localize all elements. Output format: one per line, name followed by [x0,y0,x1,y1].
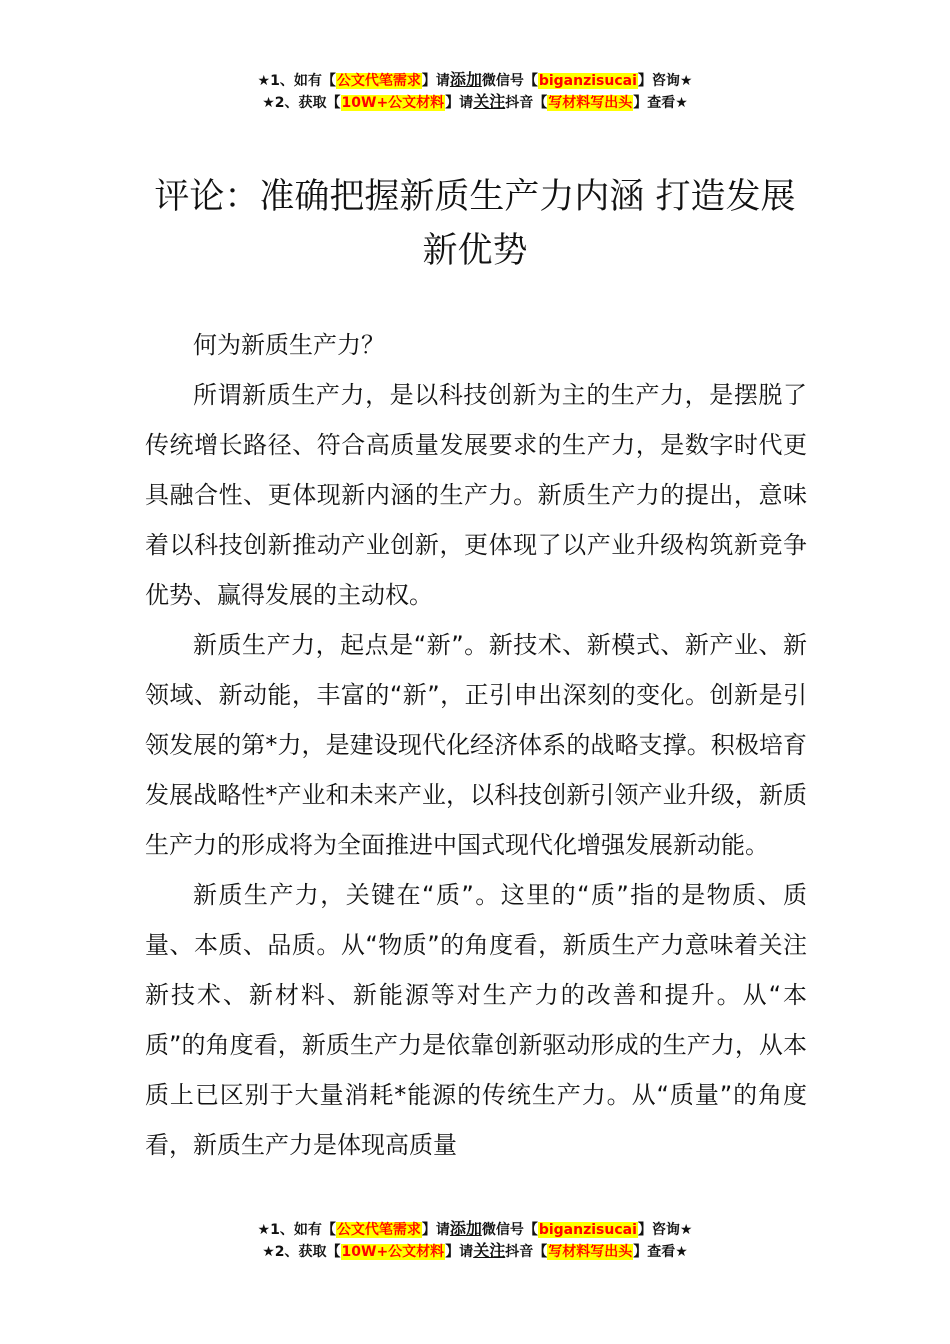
promo-highlight: 10W+公文材料 [341,95,445,111]
document-title: 评论：准确把握新质生产力内涵 打造发展新优势 [154,177,796,271]
paragraph: 所谓新质生产力，是以科技创新为主的生产力，是摆脱了传统增长路径、符合高质量发展要求的生产力，是数字时代更具融合性、更体现新内涵的生产力。新质生产力的提出，意味着以科技创新推动产业创新，更体现了以产业升级构筑新竞争优势、赢得发展的主动权。 [145,381,807,609]
promo-line-2: ★2、获取【10W+公文材料】请关注抖音【写材料写出头】查看★ [262,92,688,111]
paragraph: 何为新质生产力？ [193,331,385,359]
promo-highlight: 10W+公文材料 [341,1244,445,1260]
paragraph: 新质生产力，起点是“新”。新技术、新模式、新产业、新领域、新动能，丰富的“新”，正引申出深刻的变化。创新是引领发展的第*力，是建设现代化经济体系的战略支撑。积极培育发展战略性*产业和未来产业，以科技创新引领产业升级，新质生产力的形成将为全面推进中国式现代化增强发展新动能。 [145,631,807,859]
promo-line-2: ★2、获取【10W+公文材料】请关注抖音【写材料写出头】查看★ [262,1241,688,1260]
wechat-id-highlight: biganzisucai [538,1222,637,1238]
header-promo-banner [0,69,950,113]
promo-line-1: ★1、如有【公文代笔需求】请添加微信号【biganzisucai】咨询★ [257,1219,693,1238]
douyin-id-highlight: 写材料写出头 [548,95,633,111]
douyin-id-highlight: 写材料写出头 [548,1244,633,1260]
wechat-id-highlight: biganzisucai [538,73,637,89]
promo-line-1: ★1、如有【公文代笔需求】请添加微信号【biganzisucai】咨询★ [257,70,693,89]
document-body [145,320,807,1170]
paragraph: 新质生产力，关键在“质”。这里的“质”指的是物质、质量、本质、品质。从“物质”的角度看，新质生产力意味着关注新技术、新材料、新能源等对生产力的改善和提升。从“本质”的角度看，新质生产力是依靠创新驱动形成的生产力，从本质上已区别于大量消耗*能源的传统生产力。从“质量”的角度看，新质生产力是体现高质量 [145,881,807,1159]
promo-highlight: 公文代笔需求 [336,1222,421,1238]
footer-promo-banner [0,1218,950,1262]
promo-highlight: 公文代笔需求 [336,73,421,89]
